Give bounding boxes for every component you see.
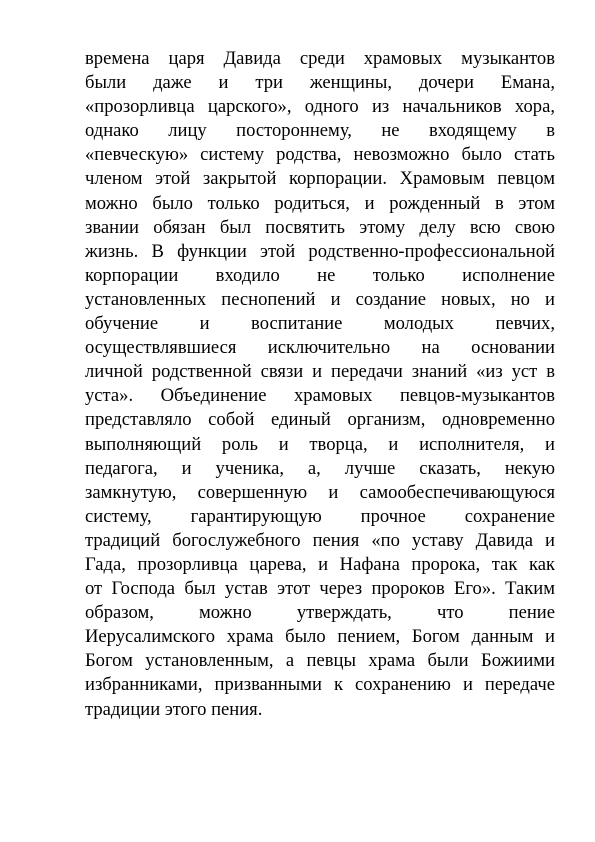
text-line: звании обязан был посвятить этому делу всю свою [85, 216, 555, 238]
text-line: избранниками, призванными к сохранению и передаче [85, 674, 555, 696]
text-line: замкнутую, совершенную и самообеспечивающуюся [85, 481, 555, 503]
text-line: «певческую» систему родства, невозможно было стать [85, 144, 555, 166]
text-line: от Господа был устав этот через пророков Его». Таким [85, 578, 555, 600]
text-line: установленных песнопений и создание новых, но и [85, 288, 555, 310]
text-line: традиций богослужебного пения «по уставу Давида и [85, 529, 555, 551]
text-line: выполняющий роль и творца, и исполнителя, и [85, 433, 555, 455]
text-line: однако лицу постороннему, не входящему в [85, 120, 555, 142]
text-line-last: традиции этого пения. [85, 698, 263, 720]
text-line: систему, гарантирующую прочное сохранение [85, 505, 555, 527]
text-line: были даже и три женщины, дочери Емана, [85, 72, 555, 94]
text-line: личной родственной связи и передачи знаний «из уст в [85, 361, 555, 383]
text-line: Богом установленным, а певцы храма были Божиими [85, 650, 555, 672]
text-line: представляло собой единый организм, одновременно [85, 409, 555, 431]
text-line: Иерусалимского храма было пением, Богом данным и [85, 626, 555, 648]
text-line: «прозорливца царского», одного из начальников хора, [85, 96, 555, 118]
text-line: корпорации входило не только исполнение [85, 264, 555, 286]
text-line: Гада, прозорливца царева, и Нафана пророка, так как [85, 553, 555, 575]
text-line: осуществлявшиеся исключительно на основании [85, 337, 555, 359]
body-text [85, 47, 555, 722]
text-line: времена царя Давида среди храмовых музыкантов [85, 48, 555, 69]
text-line: можно было только родиться, и рожденный в этом [85, 192, 555, 214]
text-line: членом этой закрытой корпорации. Храмовым певцом [85, 168, 555, 190]
text-line: педагога, и ученика, а, лучше сказать, некую [85, 457, 555, 479]
text-line: образом, можно утверждать, что пение [85, 602, 555, 624]
text-line: жизнь. В функции этой родственно-профессиональной [85, 240, 555, 262]
text-line: уста». Объединение храмовых певцов-музыкантов [85, 385, 555, 407]
text-line: обучение и воспитание молодых певчих, [85, 313, 555, 335]
